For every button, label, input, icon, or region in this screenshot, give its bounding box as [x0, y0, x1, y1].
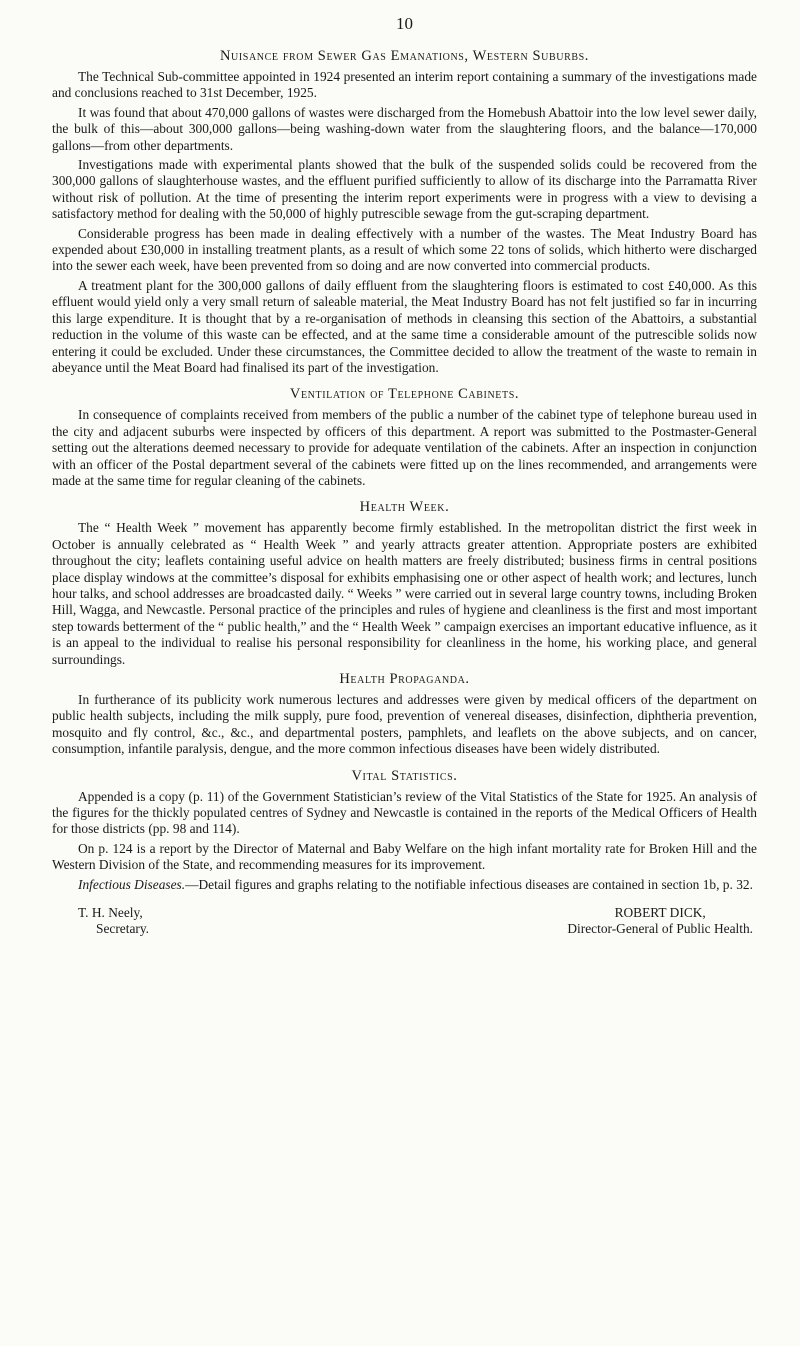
paragraph: Appended is a copy (p. 11) of the Government Statistician’s review of the Vital Statistics of the State for 1925. An analysis of the figures for the thickly populated centres of Sydney and Newcastle is contained in the reports of the Medical Officers of Health for those districts (pp. 98 and 114). — [52, 788, 757, 837]
infectious-diseases-text: —Detail figures and graphs relating to the notifiable infectious diseases are contained in section 1b, p. 32. — [185, 876, 753, 892]
section-heading: Ventilation of Telephone Cabinets. — [289, 386, 520, 403]
paragraph: It was found that about 470,000 gallons of wastes were discharged from the Homebush Abattoir into the low level sewer daily, the bulk of this—about 300,000 gallons—being washing-down water from the slaughtering floors, and the balance—170,000 gallons—from other departments. — [52, 104, 757, 153]
section-telephone-cabinets — [52, 386, 757, 489]
signature-director — [567, 905, 757, 938]
paragraph — [52, 877, 757, 893]
page-number: 10 — [396, 14, 413, 33]
section-health-week — [52, 499, 757, 668]
section-heading: Health Week. — [359, 499, 450, 516]
section-health-propaganda — [52, 671, 757, 758]
director-name: ROBERT DICK, — [614, 905, 706, 921]
paragraph: The Technical Sub-committee appointed in 1924 presented an interim report containing a summary of the investigations made and conclusions reached to 31st December, 1925. — [52, 69, 757, 101]
director-title: Director-General of Public Health. — [567, 921, 753, 937]
section-vital-statistics — [52, 768, 757, 893]
paragraph: Considerable progress has been made in dealing effectively with a number of the wastes. The Meat Industry Board has expended about £30,000 in installing treatment plants, as a result of which some 22 tons of solids, which hitherto were discharged into the sewer each week, have been prevented from so doing and are now converted into commercial products. — [52, 225, 757, 274]
paragraph: In consequence of complaints received from members of the public a number of the cabinet type of telephone bureau used in the city and adjacent suburbs were inspected by officers of this department. A report was submitted to the Postmaster-General setting out the alterations deemed necessary to provide for adequate ventilation of the cabinets. After an inspection in conjunction with an officer of the Postal department several of the cabinets were fitted up on the lines recommended, and arrangements were made at the same time for regular cleaning of the cabinets. — [52, 407, 757, 488]
infectious-diseases-lead: Infectious Diseases. — [78, 876, 186, 892]
paragraph: A treatment plant for the 300,000 gallons of daily effluent from the slaughtering floors is estimated to cost £40,000. As this effluent would yield only a very small return of saleable material, the Meat Industry Board has not felt justified so far in incurring this large expenditure. It is thought that by a re-organisation of methods in cleansing this section of the Abattoirs, a substantial reduction in the volume of this waste can be effected, and at the same time a considerable amount of the putrescible solids now entering it could be excluded. Under these circumstances, the Committee decided to allow the treatment of the waste to remain in abeyance until the Meat Board had finalised its part of the investigation. — [52, 277, 757, 375]
paragraph: On p. 124 is a report by the Director of Maternal and Baby Welfare on the high infant mortality rate for Broken Hill and the Western Division of the State, and recommending measures for its improvement. — [52, 840, 757, 873]
paragraph: Investigations made with experimental plants showed that the bulk of the suspended solids could be recovered from the 300,000 gallons of slaughterhouse wastes, and the effluent purified sufficiently to allow of its discharge into the Parramatta River without risk of pollution. At the time of presenting the interim report experiments were in progress with a view to devising a satisfactory method for dealing with the 50,000 of highly putrescible sewage from the gut-scraping department. — [52, 157, 757, 222]
signature-block — [52, 905, 757, 938]
section-heading: Health Propaganda. — [339, 671, 470, 687]
signature-secretary — [52, 905, 149, 938]
secretary-title: Secretary. — [96, 921, 150, 937]
section-heading: Vital Statistics. — [351, 767, 458, 784]
paragraph: In furtherance of its publicity work numerous lectures and addresses were given by medical officers of the department on public health subjects, including the milk supply, pure food, prevention of venereal diseases, disinfection, diphtheria prevention, mosquito and fly control, &c., &c., and departmental posters, pamphlets, and leaflets on the above subjects, and on cancer, consumption, infantile paralysis, dengue, and the more common infectious diseases have been widely distributed. — [52, 692, 757, 757]
section-sewer-gas — [52, 48, 757, 376]
document-page — [52, 14, 757, 938]
secretary-name: T. H. Neely, — [78, 905, 143, 921]
paragraph: The “ Health Week ” movement has apparently become firmly established. In the metropolitan district the first week in October is annually celebrated as “ Health Week ” and yearly attracts greater attention. Appropriate posters are exhibited throughout the city; leaflets containing useful advice on health matters are freely distributed; business firms in central positions place display windows at the committee’s disposal for exhibits emphasising one or other aspect of health work; and lectures, lunch hour talks, and school addresses are broadcasted daily. “ Weeks ” were carried out in several large country towns, including Broken Hill, Wagga, and Newcastle. Personal practice of the principles and rules of hygiene and cleanliness is the first and most important step towards betterment of the “ public health,” and the “ Health Week ” campaign exercises an important educative influence, as it is an appeal to the individual to realise his personal responsibility for cleanliness in the home, his working place, and general surroundings. — [52, 520, 757, 667]
section-heading: Nuisance from Sewer Gas Emanations, Western Suburbs. — [219, 48, 590, 64]
